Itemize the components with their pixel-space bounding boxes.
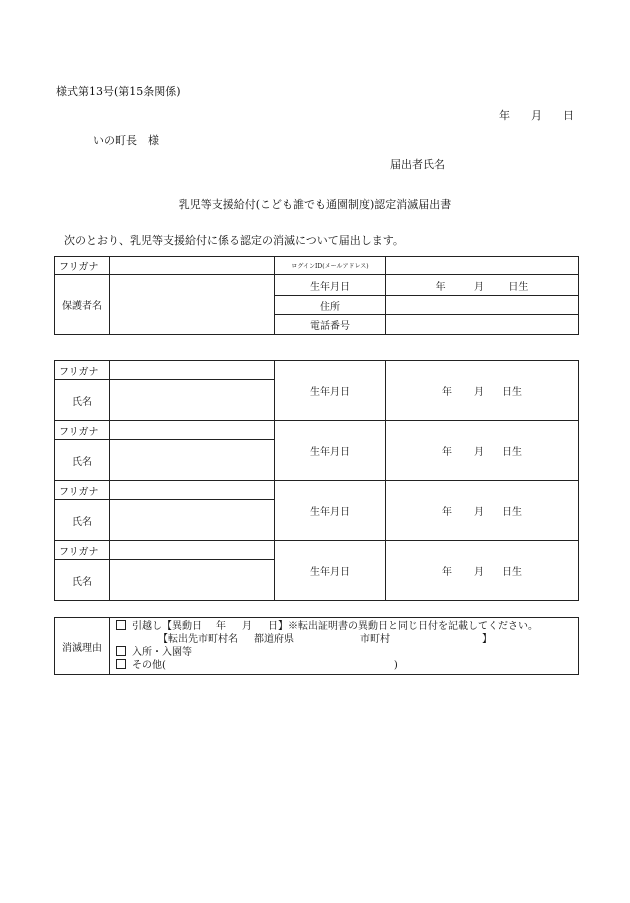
child-birth-day-label: 日生 xyxy=(502,387,522,398)
guardian-table xyxy=(54,256,579,335)
guardian-name-field[interactable] xyxy=(110,275,275,335)
child-birthdate-field[interactable] xyxy=(386,421,579,481)
intro-text: 次のとおり、乳児等支援給付に係る認定の消滅について届出します。 xyxy=(64,234,404,247)
guardian-birthdate-field[interactable] xyxy=(386,275,579,296)
child-name-field[interactable] xyxy=(110,560,275,601)
child-name-label: 氏名 xyxy=(55,560,110,601)
child-furigana-field[interactable] xyxy=(110,481,275,500)
move-checkbox[interactable] xyxy=(116,620,126,630)
document-title: 乳児等支援給付(こども誰でも通園制度)認定消滅届出書 xyxy=(178,198,452,211)
child-birthdate-field[interactable] xyxy=(386,361,579,421)
child-birthdate-label: 生年月日 xyxy=(275,421,386,481)
child-birthdate-label: 生年月日 xyxy=(275,361,386,421)
child-name-field[interactable] xyxy=(110,440,275,481)
login-id-field[interactable] xyxy=(386,257,579,275)
child-birth-year-label: 年 xyxy=(442,387,452,398)
destination-city-label: 市町村 xyxy=(360,634,390,645)
form-number: 様式第13号(第15条関係) xyxy=(56,85,181,98)
children-table xyxy=(54,360,579,601)
reporter-name-label: 届出者氏名 xyxy=(390,158,445,171)
child-furigana-label: フリガナ xyxy=(55,361,110,380)
move-year-label: 年 xyxy=(216,621,226,632)
child-birthdate-field[interactable] xyxy=(386,481,579,541)
guardian-birthdate-label: 生年月日 xyxy=(275,275,386,296)
date-day-label: 日 xyxy=(563,109,574,122)
reason-admission-line xyxy=(116,646,572,659)
child-birth-day-label: 日生 xyxy=(502,507,522,518)
date-line xyxy=(499,107,574,123)
admission-checkbox[interactable] xyxy=(116,646,126,656)
addressee: いの町長 様 xyxy=(93,134,159,147)
child-birthdate-label: 生年月日 xyxy=(275,481,386,541)
guardian-name-label: 保護者名 xyxy=(55,275,110,335)
admission-label: 入所・入園等 xyxy=(132,647,192,658)
guardian-furigana-label: フリガナ xyxy=(55,257,110,275)
destination-prefix: 【転出先市町村名 xyxy=(158,634,238,645)
destination-prefecture-label: 都道府県 xyxy=(254,634,294,645)
reason-options xyxy=(110,618,579,675)
child-birth-month-label: 月 xyxy=(474,387,484,398)
guardian-phone-label: 電話番号 xyxy=(275,315,386,335)
child-name-field[interactable] xyxy=(110,500,275,541)
move-month-label: 月 xyxy=(242,621,252,632)
child-birth-month-label: 月 xyxy=(474,447,484,458)
child-birthdate-label: 生年月日 xyxy=(275,541,386,601)
login-id-label: ログインID(メールアドレス) xyxy=(275,257,386,275)
child-birth-year-label: 年 xyxy=(442,507,452,518)
child-name-field[interactable] xyxy=(110,380,275,421)
destination-close: 】 xyxy=(482,634,492,645)
child-furigana-label: フリガナ xyxy=(55,421,110,440)
child-birth-month-label: 月 xyxy=(474,507,484,518)
guardian-address-label: 住所 xyxy=(275,296,386,315)
date-year-label: 年 xyxy=(499,109,510,122)
guardian-address-field[interactable] xyxy=(386,296,579,315)
child-furigana-field[interactable] xyxy=(110,541,275,560)
birthdate-year-label: 年 xyxy=(435,281,446,293)
guardian-phone-field[interactable] xyxy=(386,315,579,335)
child-furigana-label: フリガナ xyxy=(55,541,110,560)
reason-other-line xyxy=(116,659,572,672)
child-birthdate-field[interactable] xyxy=(386,541,579,601)
move-prefix: 引越し【異動日 xyxy=(132,621,202,632)
child-birth-month-label: 月 xyxy=(474,567,484,578)
reason-move-line xyxy=(116,620,572,633)
child-birth-day-label: 日生 xyxy=(502,447,522,458)
child-name-label: 氏名 xyxy=(55,500,110,541)
move-day-label: 日】 xyxy=(268,621,288,632)
other-close: ) xyxy=(393,660,398,671)
other-checkbox[interactable] xyxy=(116,659,126,669)
other-open: その他( xyxy=(132,660,166,671)
child-furigana-label: フリガナ xyxy=(55,481,110,500)
birthdate-day-label: 日生 xyxy=(508,281,529,293)
child-name-label: 氏名 xyxy=(55,380,110,421)
guardian-furigana-field[interactable] xyxy=(110,257,275,275)
reason-destination-line xyxy=(116,633,572,646)
child-name-label: 氏名 xyxy=(55,440,110,481)
reason-table xyxy=(54,617,579,675)
child-birth-year-label: 年 xyxy=(442,447,452,458)
child-furigana-field[interactable] xyxy=(110,421,275,440)
child-birth-year-label: 年 xyxy=(442,567,452,578)
birthdate-month-label: 月 xyxy=(474,281,484,293)
move-note: ※転出証明書の異動日と同じ日付を記載してください。 xyxy=(288,621,538,632)
date-month-label: 月 xyxy=(531,109,542,122)
child-birth-day-label: 日生 xyxy=(502,567,522,578)
child-furigana-field[interactable] xyxy=(110,361,275,380)
reason-label: 消滅理由 xyxy=(55,618,110,675)
